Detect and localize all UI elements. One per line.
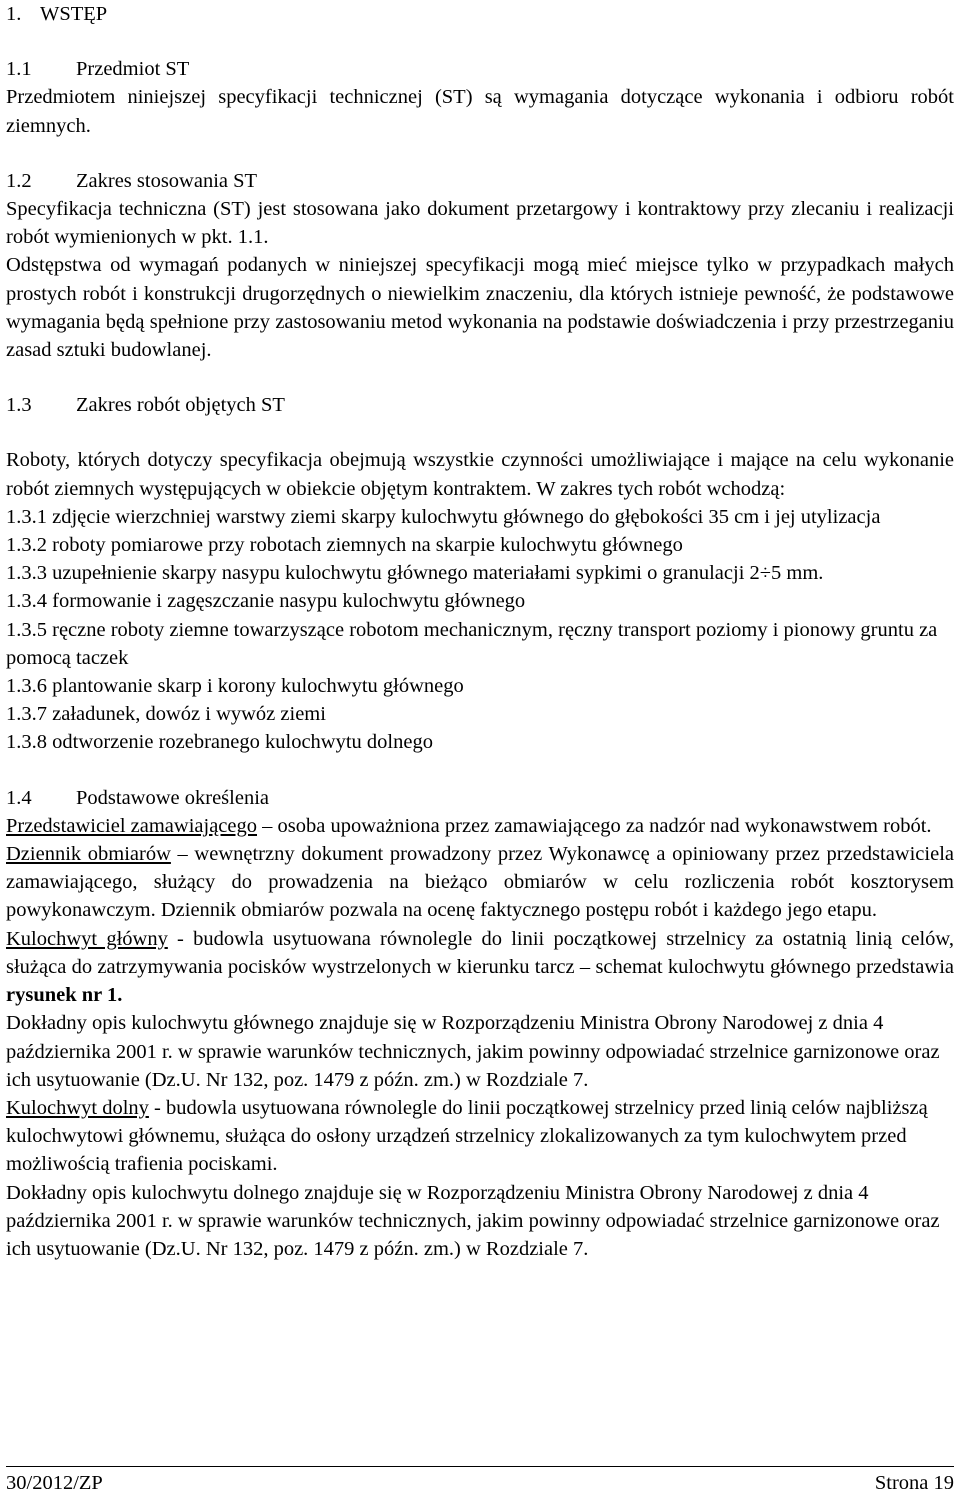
section-heading-1: 1. WSTĘP <box>6 3 108 25</box>
document-number: 30/2012/ZP <box>6 1472 103 1494</box>
list-item: 1.3.3 uzupełnienie skarpy nasypu kulochwytu głównego materiałami sypkimi o granulacji 2÷5 mm. <box>6 562 824 585</box>
document-page <box>6 0 954 1263</box>
page-footer <box>6 1466 954 1497</box>
list-item: 1.3.1 zdjęcie wierzchniej warstwy ziemi skarpy kulochwytu głównego do głębokości 35 cm i jej utylizacja <box>6 505 881 528</box>
section-heading-1-1: 1.1 Przedmiot ST <box>6 58 190 81</box>
definition-term: Kulochwyt dolny <box>6 1096 149 1119</box>
list-item: 1.3.4 formowanie i zagęszczanie nasypu kulochwytu głównego <box>6 590 526 613</box>
paragraph-subject: Przedmiotem niniejszej specyfikacji technicznej (ST) są wymagania dotyczące wykonania i odbioru robót ziemnych. <box>6 86 954 137</box>
definition-main-backstop: Kulochwyt główny - budowla usytuowana równolegle do linii początkowej strzelnicy za ostatnią linią celów, służąca do zatrzymywania pocisków wystrzelonych w kierunku tarcz – schemat kulochwytu głównego przedstawia rysunek nr 1. <box>6 927 954 1007</box>
paragraph-works-intro: Roboty, których dotyczy specyfikacja obejmują wszystkie czynności umożliwiające i mające na celu wykonanie robót ziemnych występujących w obiekcie objętym kontraktem. W zakres tych robót wchodzą: <box>6 449 954 500</box>
list-item: 1.3.6 plantowanie skarp i korony kulochwytu głównego <box>6 675 464 698</box>
figure-reference: rysunek nr 1. <box>6 984 123 1007</box>
definition-measurement-log: Dziennik obmiarów – wewnętrzny dokument prowadzony przez Wykonawcę a opiniowany przez przedstawiciela zamawiającego, służący do prowadzenia na bieżąco obmiarów w celu rozliczenia robót kosztorysem powykonawczym. Dziennik obmiarów pozwala na ocenę faktycznego postępu robót i każdego jego etapu. <box>6 843 954 922</box>
definition-representative: Przedstawiciel zamawiającego – osoba upoważniona przez zamawiającego za nadzór nad wykonawstwem robót. <box>6 814 932 837</box>
paragraph-scope: Specyfikacja techniczna (ST) jest stosowana jako dokument przetargowy i kontraktowy przy zlecaniu i realizacji robót wymienionych w pkt. 1.1. <box>6 198 954 249</box>
list-item: 1.3.8 odtworzenie rozebranego kulochwytu dolnego <box>6 731 433 754</box>
definition-lower-backstop: Kulochwyt dolny - budowla usytuowana równolegle do linii początkowej strzelnicy przed linią celów najbliższą kulochwytowi głównemu, służąca do osłony urządzeń strzelnicy zlokalizowanych za tym kulochwytem przed możliwością trafienia pociskami. <box>6 1096 928 1176</box>
section-heading-1-3: 1.3 Zakres robót objętych ST <box>6 394 285 417</box>
definition-term: Kulochwyt główny <box>6 927 168 950</box>
list-item: 1.3.2 roboty pomiarowe przy robotach ziemnych na skarpie kulochwytu głównego <box>6 534 683 557</box>
page-number: Strona 19 <box>874 1472 954 1494</box>
section-heading-1-4: 1.4 Podstawowe określenia <box>6 786 269 809</box>
list-item: 1.3.7 załadunek, dowóz i wywóz ziemi <box>6 703 326 726</box>
paragraph-deviations: Odstępstwa od wymagań podanych w niniejszej specyfikacji mogą mieć miejsce tylko w przypadkach małych prostych robót i konstrukcji drugorzędnych o niewielkim znaczeniu, dla których istnieje pewność, że podstawowe wymagania będą spełnione przy zastosowaniu metod wykonania na podstawie doświadczenia i przy przestrzeganiu zasad sztuki budowlanej. <box>6 254 954 362</box>
list-item: 1.3.5 ręczne roboty ziemne towarzyszące robotom mechanicznym, ręczny transport poziomy i pionowy gruntu za pomocą taczek <box>6 618 938 669</box>
paragraph-lower-backstop-ref: Dokładny opis kulochwytu dolnego znajduje się w Rozporządzeniu Ministra Obrony Narodowej z dnia 4 października 2001 r. w sprawie warunków technicznych, jakim powinny odpowiadać strzelnice garnizonowe oraz ich usytuowanie (Dz.U. Nr 132, poz. 1479 z późn. zm.) w Rozdziale 7. <box>6 1181 940 1260</box>
works-list <box>6 503 954 757</box>
section-heading-1-2: 1.2 Zakres stosowania ST <box>6 169 258 192</box>
definition-term: Przedstawiciel zamawiającego <box>6 814 257 837</box>
definition-term: Dziennik obmiarów <box>6 843 171 866</box>
paragraph-main-backstop-ref: Dokładny opis kulochwytu głównego znajduje się w Rozporządzeniu Ministra Obrony Narodowej z dnia 4 października 2001 r. w sprawie warunków technicznych, jakim powinny odpowiadać strzelnice garnizonowe oraz ich usytuowanie (Dz.U. Nr 132, poz. 1479 z późn. zm.) w Rozdziale 7. <box>6 1012 940 1091</box>
